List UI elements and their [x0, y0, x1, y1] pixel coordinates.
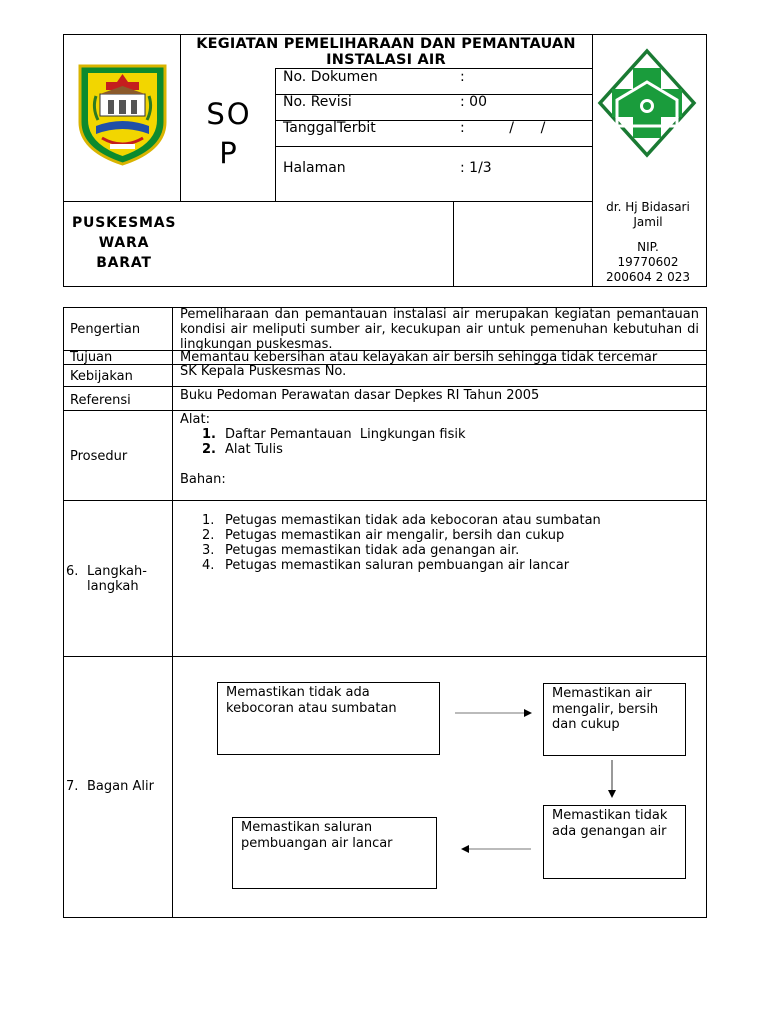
- field-value-halaman: : 1/3: [460, 160, 492, 176]
- flow-box-2: Memastikan air mengalir, bersih dan cukup: [543, 683, 686, 756]
- row-label-referensi: Referensi: [70, 393, 131, 408]
- sop-label: SO P: [206, 97, 252, 170]
- row-content-referensi: Buku Pedoman Perawatan dasar Depkes RI Tahun 2005: [180, 388, 540, 403]
- prosedur-alat-label: Alat:: [180, 412, 210, 427]
- langkah-step-number-2: 2.: [202, 528, 215, 543]
- signatory-nip: 19770602 200604 2 023: [606, 255, 690, 284]
- row-label-tujuan: Tujuan: [70, 350, 113, 365]
- row-label-pengertian: Pengertian: [70, 322, 141, 337]
- flow-box-3: Memastikan tidak ada genangan air: [543, 805, 686, 879]
- flow-box-1: Memastikan tidak ada kebocoran atau sumbatan: [217, 682, 440, 755]
- organization-name: PUSKESMAS WARA BARAT: [72, 215, 177, 271]
- field-value-no-dokumen: :: [460, 69, 465, 85]
- row-content-pengertian: Pemeliharaan dan pemantauan instalasi air merupakan kegiatan pemantauan kondisi air meliputi sumber air, kecukupan air untuk pemenuhan kebutuhan di lingkungan puskesmas.: [180, 307, 699, 352]
- document-title: KEGIATAN PEMELIHARAAN DAN PEMANTAUAN INSTALASI AIR: [196, 36, 576, 68]
- field-value-tanggal-terbit: : / /: [460, 120, 546, 136]
- langkah-step-3: Petugas memastikan tidak ada genangan air.: [225, 543, 520, 558]
- field-value-no-revisi: : 00: [460, 94, 487, 110]
- row-label-kebijakan: Kebijakan: [70, 369, 133, 384]
- langkah-step-4: Petugas memastikan saluran pembuangan air lancar: [225, 558, 570, 573]
- field-label-no-dokumen: No. Dokumen: [283, 69, 378, 85]
- row-content-tujuan: Memantau kebersihan atau kelayakan air bersih sehingga tidak tercemar: [180, 350, 658, 365]
- field-label-tanggal-terbit: TanggalTerbit: [283, 120, 376, 136]
- prosedur-alat-item-1: Daftar Pemantauan Lingkungan fisik: [225, 427, 466, 442]
- field-label-no-revisi: No. Revisi: [283, 94, 352, 110]
- prosedur-alat-item-2: Alat Tulis: [225, 442, 283, 457]
- row-content-kebijakan: SK Kepala Puskesmas No.: [180, 364, 347, 379]
- langkah-step-1: Petugas memastikan tidak ada kebocoran atau sumbatan: [225, 513, 601, 528]
- langkah-step-number-1: 1.: [202, 513, 215, 528]
- row-label-prosedur: Prosedur: [70, 449, 128, 464]
- signatory-nip-label: NIP.: [637, 240, 659, 254]
- prosedur-bahan-label: Bahan:: [180, 472, 226, 487]
- row-label-bagan: Bagan Alir: [87, 779, 154, 794]
- field-label-halaman: Halaman: [283, 160, 346, 176]
- langkah-step-number-4: 4.: [202, 558, 215, 573]
- signatory-name: dr. Hj Bidasari Jamil: [606, 200, 690, 229]
- prosedur-alat-number-2: 2.: [202, 442, 216, 457]
- langkah-step-number-3: 3.: [202, 543, 215, 558]
- langkah-step-2: Petugas memastikan air mengalir, bersih dan cukup: [225, 528, 565, 543]
- row-number-langkah: 6.: [66, 564, 79, 579]
- prosedur-alat-number-1: 1.: [202, 427, 216, 442]
- row-number-bagan: 7.: [66, 779, 79, 794]
- flow-box-4: Memastikan saluran pembuangan air lancar: [232, 817, 437, 889]
- row-label-langkah: Langkah-langkah: [87, 564, 147, 594]
